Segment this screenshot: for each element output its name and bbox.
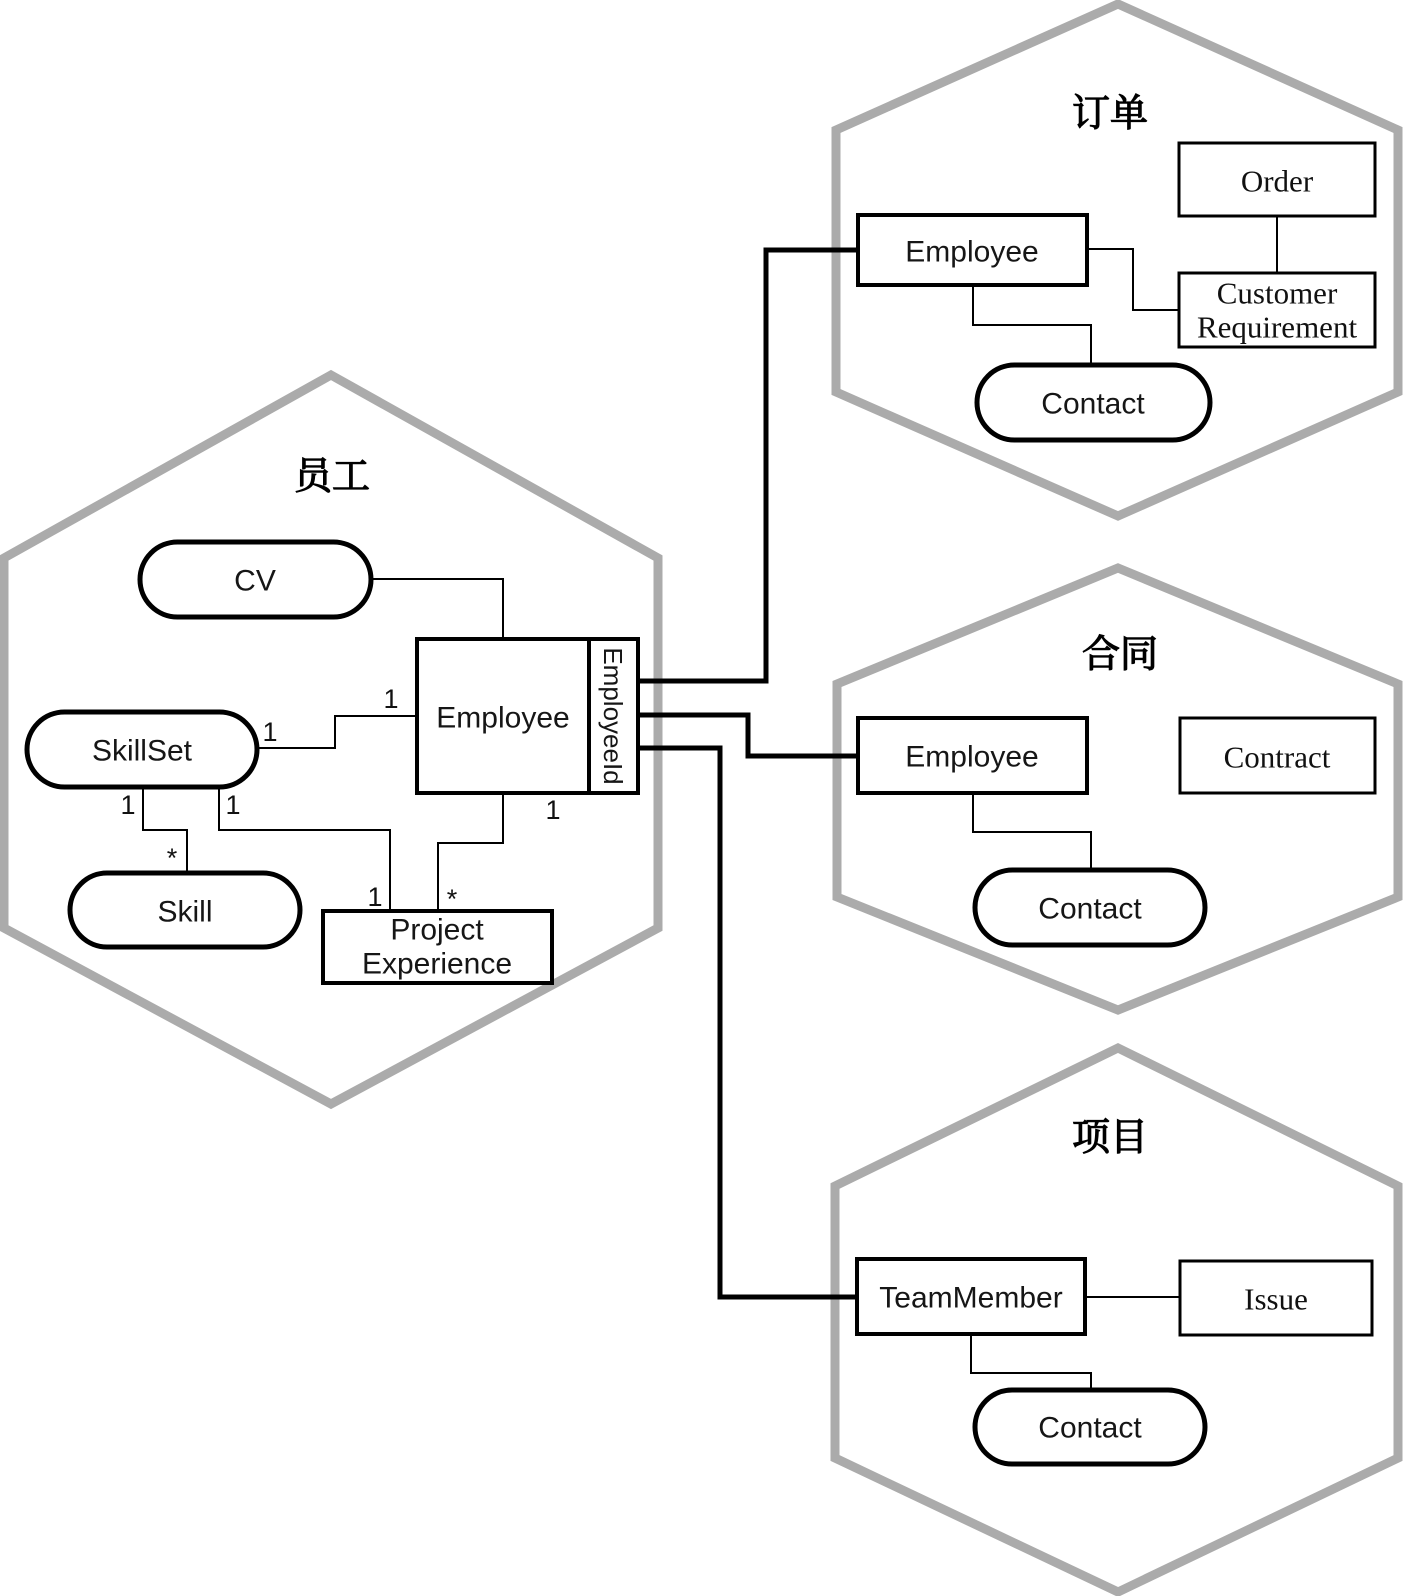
customer-requirement-label-line1: Customer xyxy=(1216,275,1338,311)
multiplicity-skillset-pe-pe-end: 1 xyxy=(367,882,383,912)
customer-requirement-label-line2: Requirement xyxy=(1196,309,1358,345)
context-title-order: 订单 xyxy=(1071,93,1149,135)
multiplicity-employee-pe-pe-end: * xyxy=(446,884,458,914)
connector-employeeid-to-project-teammember xyxy=(638,748,857,1297)
context-title-contract: 合同 xyxy=(1081,634,1159,676)
multiplicity-skillset-skill-skill-end: * xyxy=(166,843,178,873)
connector-skillset-employee xyxy=(257,716,417,748)
contract-label: Contract xyxy=(1223,739,1331,775)
connector-cv-employee xyxy=(371,579,503,639)
contract-employee-label: Employee xyxy=(905,740,1039,774)
multiplicity-skillset-pe-skillset-end: 1 xyxy=(225,790,241,820)
connector-skillset-skill xyxy=(143,787,187,873)
multiplicity-employee-pe-employee-end: 1 xyxy=(545,795,561,825)
multiplicity-skillset-skill-skillset-end: 1 xyxy=(120,790,136,820)
context-title-employee: 员工 xyxy=(293,456,371,498)
connector-employeeid-to-order-employee xyxy=(638,250,858,681)
order-contact-label: Contact xyxy=(1041,387,1145,421)
employee-id-label: EmployeeId xyxy=(598,647,628,785)
connector-order-employee-customerrequirement xyxy=(1087,249,1179,310)
issue-label: Issue xyxy=(1244,1281,1308,1317)
teammember-label: TeamMember xyxy=(879,1281,1063,1315)
connector-project-teammember-contact xyxy=(971,1334,1091,1390)
cv-label: CV xyxy=(234,564,276,598)
multiplicity-skillset-employee-skillset-end: 1 xyxy=(262,717,278,747)
multiplicity-skillset-employee-employee-end: 1 xyxy=(383,684,399,714)
contract-contact-label: Contact xyxy=(1038,892,1142,926)
project-experience-label-line2: Experience xyxy=(361,947,513,981)
skillset-label: SkillSet xyxy=(91,734,193,768)
connector-contract-employee-contact xyxy=(973,793,1091,870)
skill-label: Skill xyxy=(157,895,213,929)
project-experience-label-line1: Project xyxy=(390,913,484,947)
order-employee-label: Employee xyxy=(905,235,1039,269)
project-contact-label: Contact xyxy=(1038,1411,1142,1445)
context-title-project: 项目 xyxy=(1071,1117,1149,1159)
order-label: Order xyxy=(1240,163,1314,199)
connector-order-employee-contact xyxy=(973,285,1091,365)
employee-aggregate-label: Employee xyxy=(436,701,570,735)
